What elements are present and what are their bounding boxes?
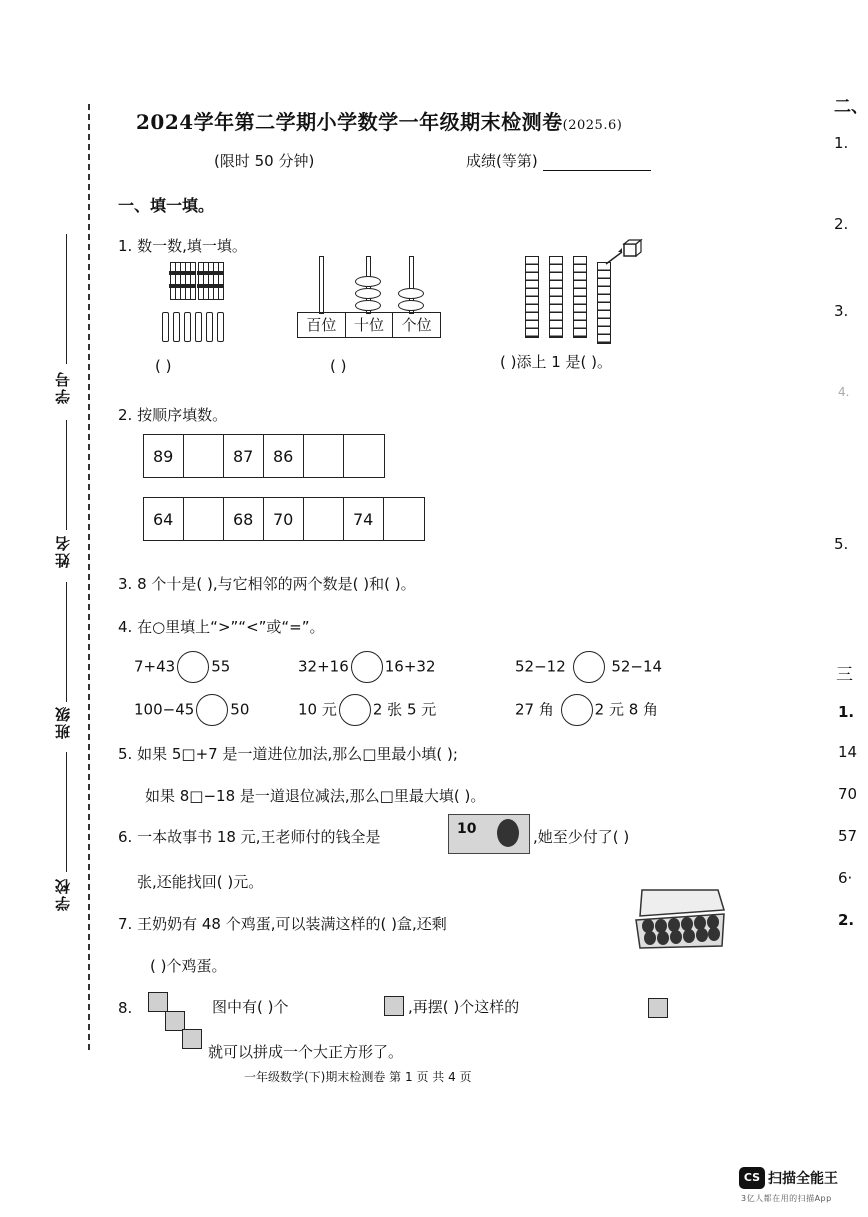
single-stick [173, 312, 180, 342]
next-page-heading: 二、 [834, 97, 868, 117]
q5-line1 [118, 743, 458, 764]
compare-item [298, 694, 436, 726]
score-label: 成绩(等第) [466, 152, 538, 170]
gray-square-icon [165, 1011, 185, 1031]
compare-item [515, 651, 662, 683]
banknote-portrait-icon [497, 819, 519, 847]
q3 [118, 573, 416, 594]
next-page-heading-3: 三 [836, 665, 853, 685]
compare-right: 2 元 8 角 [594, 700, 659, 719]
q1-blank-sticks[interactable]: ( ) [155, 357, 172, 375]
page-footer: 一年级数学(下)期末检测卷 第 1 页 共 4 页 [244, 1070, 472, 1084]
compare-circle[interactable] [196, 694, 228, 726]
grid-cell-blank[interactable] [184, 498, 224, 540]
score-row [466, 150, 651, 171]
gray-square-icon [182, 1029, 202, 1049]
number-grid-1 [143, 434, 385, 478]
stick-bundle [198, 262, 222, 298]
student-id-label: 学号 [54, 370, 72, 404]
compare-left: 100−45 [134, 700, 195, 719]
compare-left: 52−12 [515, 657, 566, 676]
q8-line1b[interactable]: ,再摆( )个这样的 [408, 998, 520, 1016]
egg-carton-icon [634, 886, 726, 950]
grid-cell: 87 [224, 435, 264, 477]
next-page-item: 57 [838, 827, 858, 845]
number-grid-2 [143, 497, 425, 541]
q7-line1 [118, 913, 447, 934]
q8-line2: 就可以拼成一个大正方形了。 [208, 1043, 404, 1061]
q4-text: 在○里填上“>”“<”或“=”。 [137, 618, 325, 636]
name-label: 姓名 [54, 534, 72, 568]
compare-circle[interactable] [561, 694, 593, 726]
name-line [66, 420, 67, 530]
binding-dashed-line [88, 104, 90, 1050]
next-page-item: 70 [838, 785, 858, 803]
single-stick [217, 312, 224, 342]
single-stick [195, 312, 202, 342]
tens-label: 十位 [346, 313, 394, 337]
unit-cube-icon [604, 238, 644, 270]
compare-item [134, 651, 230, 683]
compare-item [134, 694, 249, 726]
q1-blank-rods[interactable]: ( )添上 1 是( )。 [500, 353, 613, 371]
q2-number: 2. [118, 406, 133, 424]
next-page-num: 3. [834, 302, 849, 320]
compare-right: 55 [211, 657, 231, 676]
student-id-line [66, 234, 67, 364]
q1-number: 1. [118, 237, 133, 255]
title-text: 2024学年第二学期小学数学一年级期末检测卷 [136, 110, 563, 134]
q6-text-1a: 一本故事书 18 元,王老师付的钱全是 [137, 828, 381, 846]
stick-bundle [170, 262, 194, 298]
page-title [136, 106, 622, 135]
compare-left: 27 角 [515, 700, 554, 719]
class-line [66, 582, 67, 702]
school-line [66, 752, 67, 872]
grid-cell: 89 [144, 435, 184, 477]
compare-right: 50 [230, 700, 250, 719]
q6-number: 6. [118, 828, 133, 846]
q5-text-1[interactable]: 如果 5□+7 是一道进位加法,那么□里最小填( ); [137, 745, 458, 763]
compare-left: 10 元 [298, 700, 337, 719]
gray-square-icon [384, 996, 404, 1016]
grid-cell: 64 [144, 498, 184, 540]
next-page-item: 14 [838, 743, 858, 761]
q8-line1 [212, 996, 288, 1017]
compare-right: 52−14 [611, 657, 663, 676]
q5-number: 5. [118, 745, 133, 763]
q8-number: 8. [118, 999, 133, 1017]
grid-cell-blank[interactable] [384, 498, 424, 540]
camscanner-tagline: 3亿人都在用的扫描App [741, 1194, 832, 1203]
next-page-num: 5. [834, 535, 849, 553]
hundreds-label: 百位 [298, 313, 346, 337]
q4-number: 4. [118, 618, 133, 636]
q1-text: 数一数,填一填。 [137, 237, 247, 255]
compare-left: 32+16 [298, 657, 349, 676]
q6-line1b[interactable]: ,她至少付了( ) [533, 828, 630, 846]
class-label: 班级 [54, 705, 72, 739]
camscanner-name: 扫描全能王 [768, 1171, 838, 1187]
ten-yuan-banknote [448, 814, 530, 854]
q6-line2[interactable]: 张,还能找回( )元。 [137, 873, 264, 891]
gray-square-icon [148, 992, 168, 1012]
grid-cell-blank[interactable] [184, 435, 224, 477]
q2-text: 按顺序填数。 [137, 406, 228, 424]
q4-prompt [118, 616, 325, 637]
q1-prompt [118, 235, 247, 256]
grid-cell: 86 [264, 435, 304, 477]
banknote-value: 10 [457, 821, 477, 837]
q3-number: 3. [118, 575, 133, 593]
section-1-heading: 一、填一填。 [118, 196, 215, 215]
gray-square-icon [648, 998, 668, 1018]
compare-circle[interactable] [573, 651, 605, 683]
next-page-item: 2. [838, 911, 855, 929]
single-stick [184, 312, 191, 342]
q5-line2[interactable]: 如果 8□−18 是一道退位减法,那么□里最大填( )。 [145, 787, 486, 805]
next-page-item: 6· [838, 869, 853, 887]
q3-text[interactable]: 8 个十是( ),与它相邻的两个数是( )和( )。 [137, 575, 416, 593]
q8-text-1a[interactable]: 图中有( )个 [212, 998, 289, 1016]
grid-cell: 68 [224, 498, 264, 540]
single-stick [206, 312, 213, 342]
q1-blank-abacus[interactable]: ( ) [330, 357, 347, 375]
next-page-num: 4. [838, 385, 850, 399]
single-stick [162, 312, 169, 342]
q2-prompt [118, 404, 227, 425]
grid-cell-blank[interactable] [344, 435, 384, 477]
school-label: 学校 [54, 877, 72, 911]
q6-line1a [118, 826, 381, 847]
compare-left: 7+43 [134, 657, 176, 676]
grid-cell-blank[interactable] [304, 435, 344, 477]
q7-text-1[interactable]: 王奶奶有 48 个鸡蛋,可以装满这样的( )盒,还剩 [137, 915, 447, 933]
compare-right: 16+32 [384, 657, 436, 676]
next-page-num: 2. [834, 215, 849, 233]
compare-circle[interactable] [339, 694, 371, 726]
q7-number: 7. [118, 915, 133, 933]
next-page-num: 1. [834, 134, 849, 152]
camscanner-logo: CS [739, 1167, 765, 1189]
grid-cell-blank[interactable] [304, 498, 344, 540]
score-blank[interactable] [543, 154, 651, 171]
grid-cell: 70 [264, 498, 304, 540]
time-limit: (限时 50 分钟) [214, 152, 315, 170]
next-page-item: 1. [838, 703, 855, 721]
compare-item [298, 651, 436, 683]
compare-item [515, 694, 658, 726]
ones-label: 个位 [401, 316, 432, 334]
compare-right: 2 张 5 元 [372, 700, 437, 719]
q7-line2[interactable]: ( )个鸡蛋。 [150, 957, 227, 975]
compare-circle[interactable] [351, 651, 383, 683]
title-date: (2025.6) [562, 118, 623, 133]
compare-circle[interactable] [177, 651, 209, 683]
grid-cell: 74 [344, 498, 384, 540]
abacus-place-labels [297, 312, 441, 338]
